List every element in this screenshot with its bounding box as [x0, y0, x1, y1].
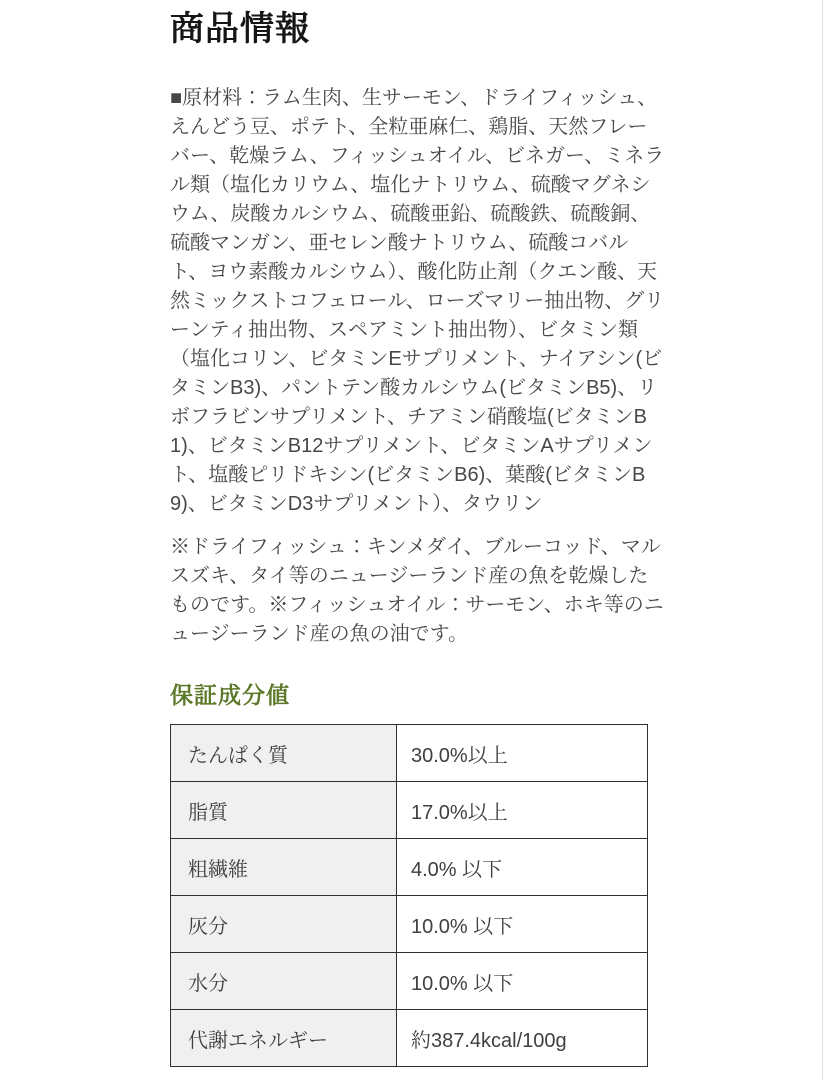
row-value-cell: 17.0%以上 — [397, 782, 648, 839]
row-value-cell: 10.0% 以下 — [397, 896, 648, 953]
notes-paragraph: ※ドライフィッシュ：キンメダイ、ブルーコッド、マルスズキ、タイ等のニュージーランド産の魚を乾燥したものです。※フィッシュオイル：サーモン、ホキ等のニュージーランド産の魚の油です。 — [170, 536, 664, 645]
guaranteed-analysis-table — [170, 724, 648, 1067]
row-value-cell: 30.0%以上 — [397, 725, 648, 782]
table-row — [171, 896, 648, 953]
row-label-cell: 代謝エネルギー — [171, 1010, 397, 1067]
table-row — [171, 782, 648, 839]
guaranteed-analysis-heading: 保証成分値 — [170, 682, 290, 708]
row-value-cell: 約387.4kcal/100g — [397, 1010, 648, 1067]
table-row — [171, 1010, 648, 1067]
table-row — [171, 953, 648, 1010]
page-right-edge-divider — [822, 0, 823, 1080]
row-label-cell: たんぱく質 — [171, 725, 397, 782]
ingredients-paragraph: ■原材料：ラム生肉、生サーモン、ドライフィッシュ、えんどう豆、ポテト、全粒亜麻仁、鶏脂、天然フレーバー、乾燥ラム、フィッシュオイル、ビネガー、ミネラル類（塩化カリウム、塩化ナトリウム、硫酸マグネシウム、炭酸カルシウム、硫酸亜鉛、硫酸鉄、硫酸銅、硫酸マンガン、亜セレン酸ナトリウム、硫酸コバルト、ヨウ素酸カルシウム）、酸化防止剤（クエン酸、天然ミックストコフェロール、ローズマリー抽出物、グリーンティ抽出物、スペアミント抽出物）、ビタミン類（塩化コリン、ビタミンEサプリメント、ナイアシン(ビタミンB3)、パントテン酸カルシウム(ビタミンB5)、リボフラビンサプリメント、チアミン硝酸塩(ビタミンB1)、ビタミンB12サプリメント、ビタミンAサプリメント、塩酸ピリドキシン(ビタミンB6)、葉酸(ビタミンB9)、ビタミンD3サプリメント）、タウリン — [170, 87, 665, 515]
row-label-cell: 脂質 — [171, 782, 397, 839]
content-column — [170, 0, 666, 1067]
row-label-cell: 粗繊維 — [171, 839, 397, 896]
row-value-cell: 4.0% 以下 — [397, 839, 648, 896]
row-label-cell: 水分 — [171, 953, 397, 1010]
page-title: 商品情報 — [170, 10, 310, 48]
row-label-cell: 灰分 — [171, 896, 397, 953]
table-row — [171, 725, 648, 782]
table-row — [171, 839, 648, 896]
row-value-cell: 10.0% 以下 — [397, 953, 648, 1010]
